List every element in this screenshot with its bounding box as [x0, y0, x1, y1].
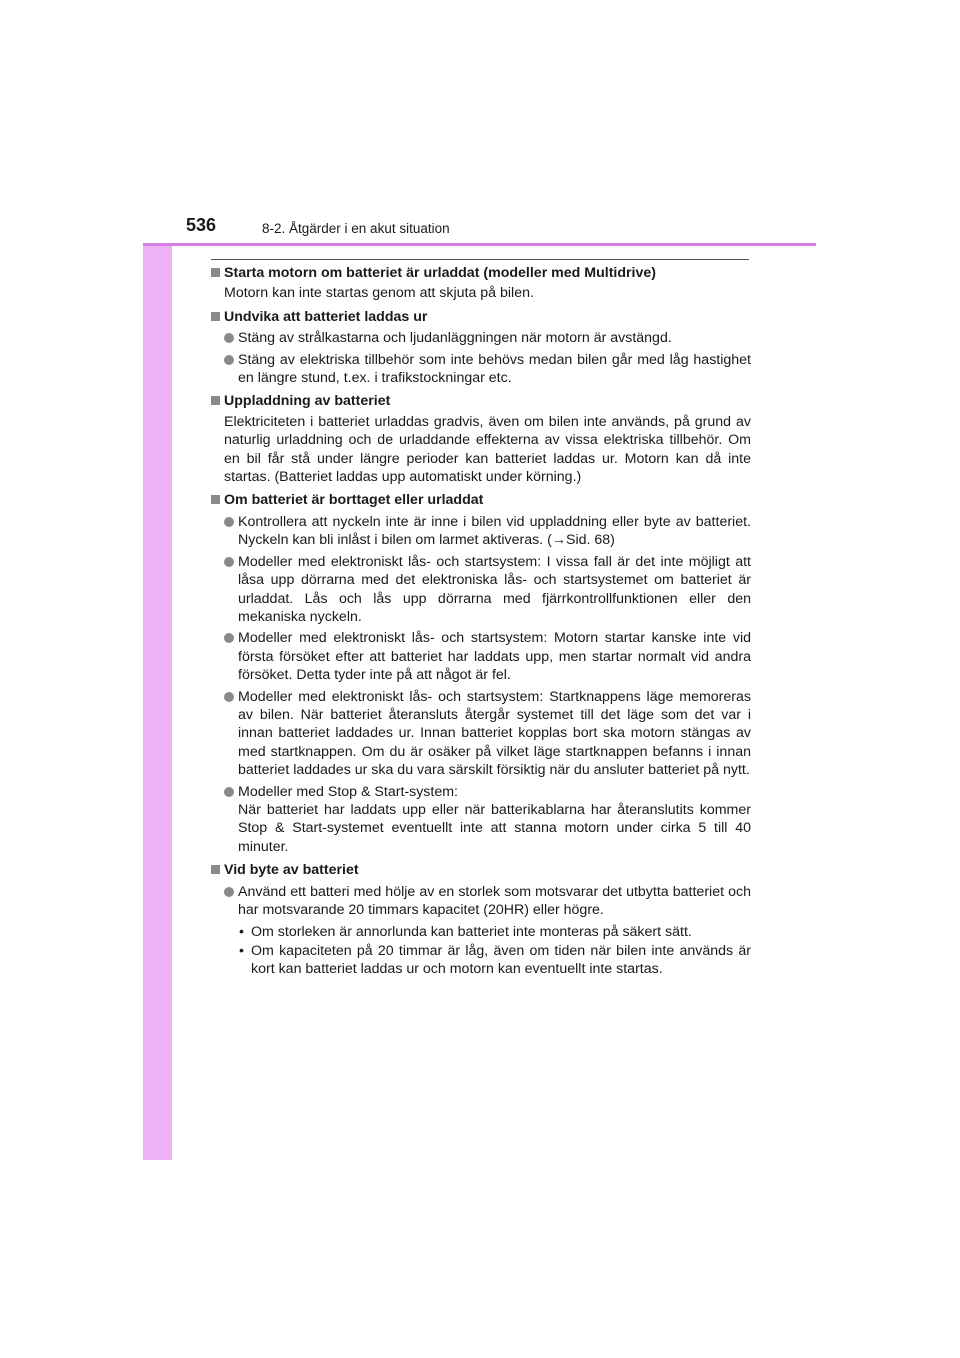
circle-bullet-icon [224, 355, 234, 365]
section-heading: Vid byte av batteriet [211, 861, 751, 879]
section-heading: Om batteriet är borttaget eller urladdat [211, 491, 751, 509]
page-content [211, 264, 751, 979]
section-heading: Undvika att batteriet laddas ur [211, 308, 751, 326]
section-title: 8-2. Åtgärder i en akut situation [262, 221, 450, 236]
list-item: Modeller med Stop & Start-system: När batteriet har laddats upp eller när batterikablarna har återanslutits kommer Stop & Start-systemet eventuellt inte att stanna motorn under cirka 5 till 40 minuter. [211, 783, 751, 857]
bullet-marker: • [239, 942, 244, 959]
page-number: 536 [186, 215, 217, 235]
sub-list [211, 923, 751, 978]
chapter-side-tab [143, 196, 172, 1160]
list-item: Modeller med elektroniskt lås- och startsystem: I vissa fall är det inte möjligt att låsa upp dörrarna med det elektroniska lås- och startsystemet om batteriet är urladdat. Lås och lås upp dörrarna med fjärrkontrollfunktionen eller den mekaniska nyckeln. [211, 553, 751, 627]
square-bullet-icon [211, 865, 220, 874]
list-item: Stäng av strålkastarna och ljudanläggningen när motorn är avstängd. [211, 329, 751, 347]
circle-bullet-icon [224, 787, 234, 797]
list-item: Använd ett batteri med hölje av en storlek som motsvarar det utbytta batteriet och har motsvarande 20 timmars kapacitet (20HR) eller högre. [211, 883, 751, 920]
circle-bullet-icon [224, 887, 234, 897]
section-text: Motorn kan inte startas genom att skjuta på bilen. [224, 285, 534, 302]
section-heading: Uppladdning av batteriet [211, 392, 751, 410]
content-rule [211, 259, 749, 260]
section-heading: Starta motorn om batteriet är urladdat (modeller med Multidrive) [211, 264, 751, 282]
circle-bullet-icon [224, 557, 234, 567]
header-rule [143, 243, 816, 246]
list-item: Modeller med elektroniskt lås- och startsystem: Motorn startar kanske inte vid första försöket efter att batteriet har laddats upp, men startar normalt vid andra försöket. Detta tyder inte på att något är fel. [211, 629, 751, 684]
square-bullet-icon [211, 495, 220, 504]
bullet-marker: • [239, 924, 244, 941]
header-band [143, 196, 816, 244]
sub-list-item: • Om storleken är annorlunda kan batteriet inte monteras på säkert sätt. [239, 924, 692, 941]
list-item: Stäng av elektriska tillbehör som inte behövs medan bilen går med låg hastighet en längre stund, t.ex. i trafikstockningar etc. [211, 351, 751, 388]
circle-bullet-icon [224, 633, 234, 643]
circle-bullet-icon [224, 333, 234, 343]
sub-list-item: • Om kapaciteten på 20 timmar är låg, även om tiden när bilen inte används är kort kan batteriet laddas ur och motorn kan eventuellt inte startas. [239, 942, 751, 978]
list-item: Kontrollera att nyckeln inte är inne i bilen vid uppladdning eller byte av batteriet. Nyckeln kan bli inlåst i bilen om larmet aktiveras. (→Sid. 68) [211, 513, 751, 550]
circle-bullet-icon [224, 517, 234, 527]
section-text: Elektriciteten i batteriet urladdas gradvis, även om bilen inte används, på grund av naturlig urladdning och de urladdande effekterna av vissa elektriska tillbehör. Om en bil får stå under längre perioder kan batteriet laddas ur. Motorn kan då inte startas. (Batteriet laddas upp automatiskt under körning.) [224, 413, 751, 486]
circle-bullet-icon [224, 692, 234, 702]
square-bullet-icon [211, 268, 220, 277]
square-bullet-icon [211, 312, 220, 321]
list-item: Modeller med elektroniskt lås- och startsystem: Startknappens läge memoreras av bilen. När batteriet återansluts återgår systemet till det läge som det var i innan batteriet laddades ur. Innan batteriet kopplas bort ska motorn stängas av med startknappen. Om du är osäker på vilket läge startknappen befanns i innan batteriet laddades ur ska du vara särskilt försiktig när du ansluter batteriet på nytt. [211, 688, 751, 780]
square-bullet-icon [211, 396, 220, 405]
